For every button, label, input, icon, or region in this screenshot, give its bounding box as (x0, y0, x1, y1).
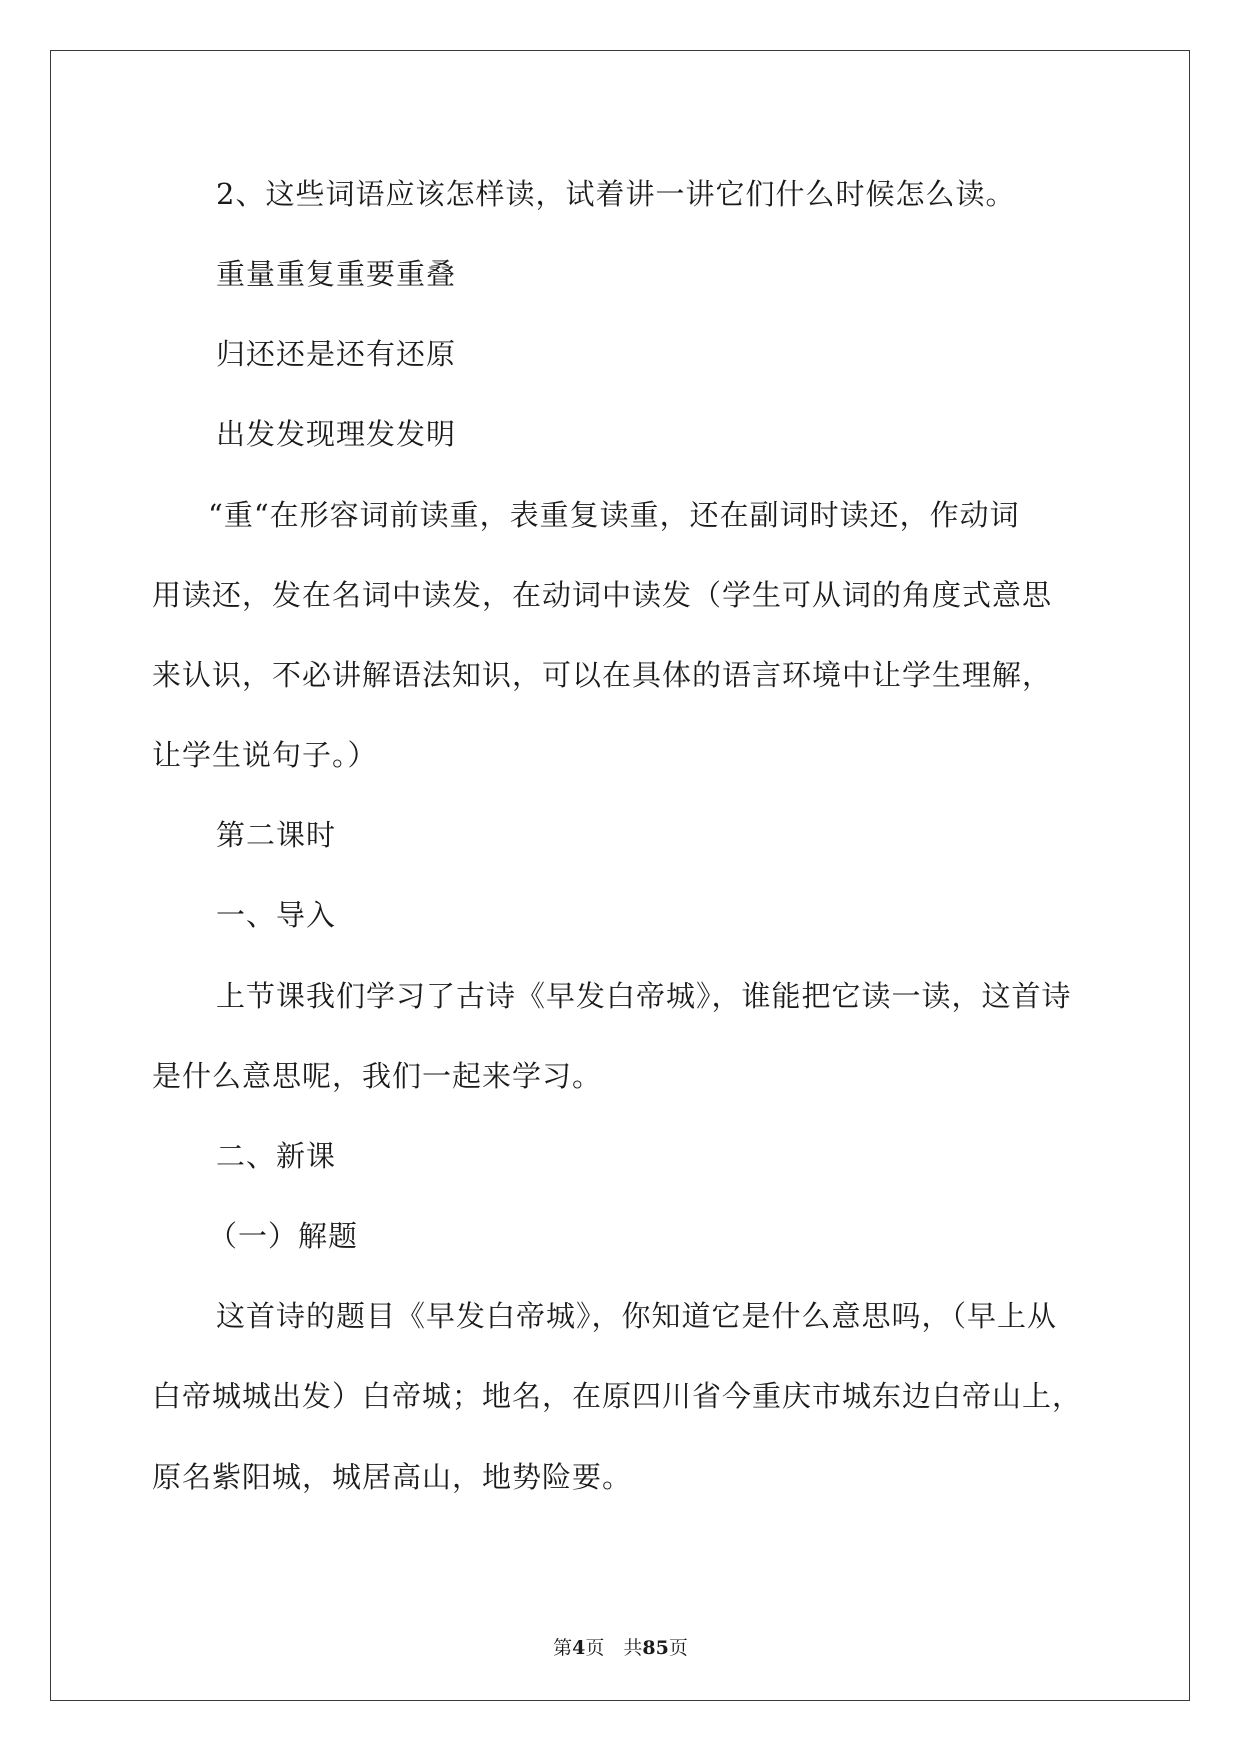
footer-prefix: 第 (553, 1637, 573, 1659)
section-heading: 二、新课 (216, 1139, 337, 1173)
paragraph-line: “重“在形容词前读重，表重复读重，还在副词时读还，作动词 (208, 498, 1020, 532)
paragraph-line: 上节课我们学习了古诗《早发白帝城》，谁能把它读一读，这首诗 (216, 979, 1072, 1013)
paragraph-line: 这首诗的题目《早发白帝城》，你知道它是什么意思吗，（早上从 (216, 1299, 1058, 1333)
paragraph-line: 让学生说句子。） (152, 738, 378, 772)
footer-suffix: 页 (668, 1637, 688, 1659)
paragraph-line: 是什么意思呢，我们一起来学习。 (152, 1059, 603, 1093)
page-footer (0, 1635, 1241, 1661)
page-frame (50, 50, 1190, 1701)
total-page-number: 85 (642, 1637, 669, 1659)
section-heading: （一）解题 (208, 1219, 359, 1253)
paragraph-line: 白帝城城出发）白帝城；地名，在原四川省今重庆市城东边白帝山上， (152, 1379, 1083, 1413)
paragraph-line: 原名紫阳城，城居高山，地势险要。 (152, 1460, 633, 1494)
paragraph-line: 出发发现理发发明 (216, 417, 457, 451)
footer-mid: 页 共 (585, 1637, 643, 1659)
paragraph-line: 2、这些词语应该怎样读，试着讲一讲它们什么时候怎么读。 (216, 177, 1016, 211)
paragraph-line: 归还还是还有还原 (216, 337, 457, 371)
section-heading: 第二课时 (216, 818, 337, 852)
paragraph-line: 重量重复重要重叠 (216, 257, 457, 291)
paragraph-line: 来认识，不必讲解语法知识，可以在具体的语言环境中让学生理解， (152, 658, 1053, 692)
section-heading: 一、导入 (216, 898, 337, 932)
current-page-number: 4 (572, 1637, 586, 1659)
paragraph-line: 用读还，发在名词中读发，在动词中读发（学生可从词的角度式意思 (152, 578, 1053, 612)
